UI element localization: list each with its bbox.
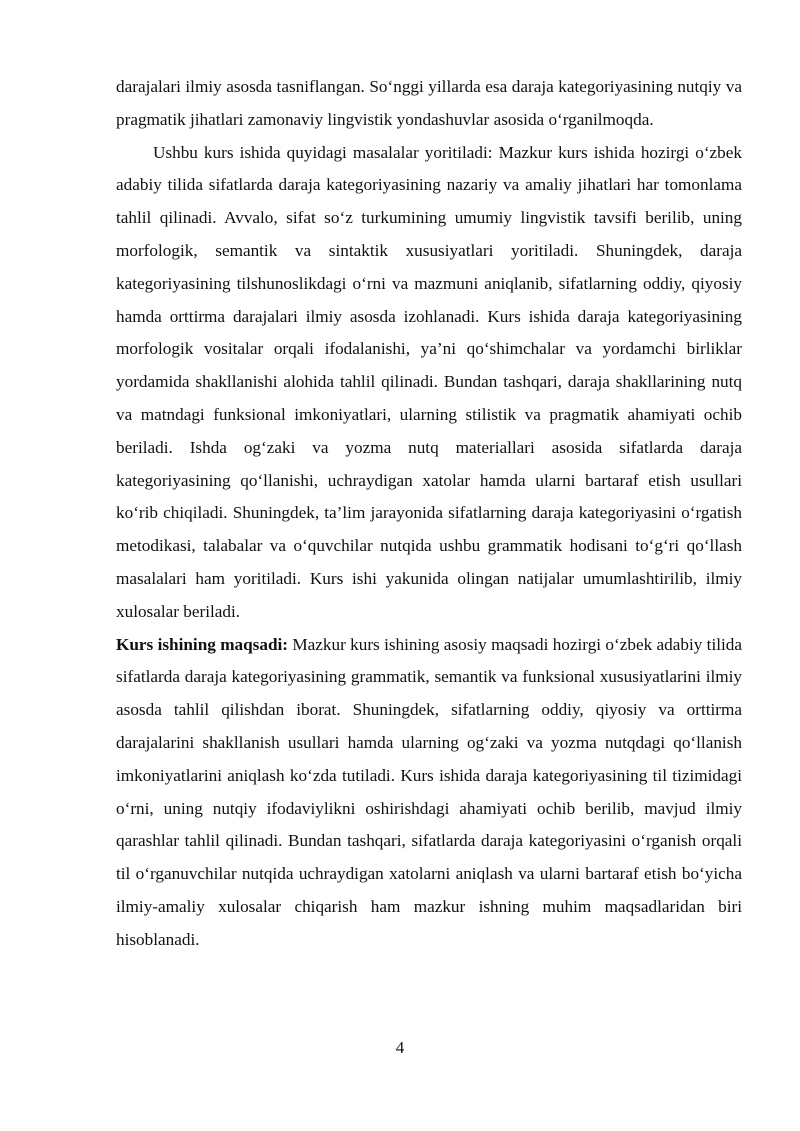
paragraph-course-goal: [116, 629, 742, 957]
paragraph-continuation: darajalari ilmiy asosda tasniflangan. So‘nggi yillarda esa daraja kategoriyasining nutqiy va pragmatik jihatlari zamonaviy lingvistik yondashuvlar asosida o‘rganilmoqda.: [116, 77, 742, 129]
paragraph-course-issues: Ushbu kurs ishida quyidagi masalalar yoritiladi: Mazkur kurs ishida hozirgi o‘zbek adabiy tilida sifatlarda daraja kategoriyasining nazariy va amaliy jihatlari har tomonlama tahlil qilinadi. Avvalo, sifat so‘z turkumining umumiy lingvistik tavsifi berilib, uning morfologik, semantik va sintaktik xususiyatlari yoritiladi. Shuningdek, daraja kategoriyasining tilshunoslikdagi o‘rni va mazmuni aniqlanib, sifatlarning oddiy, qiyosiy hamda orttirma darajalari ilmiy asosda izohlanadi. Kurs ishida daraja kategoriyasining morfologik vositalar orqali ifodalanishi, ya’ni qo‘shimchalar va yordamchi birliklar yordamida shakllanishi alohida tahlil qilinadi. Bundan tashqari, daraja shakllarining nutq va matndagi funksional imkoniyatlari, ularning stilistik va pragmatik ahamiyati ochib beriladi. Ishda og‘zaki va yozma nutq materiallari asosida sifatlarda daraja kategoriyasining qo‘llanishi, uchraydigan xatolar hamda ularni bartaraf etish usullari ko‘rib chiqiladi. Shuningdek, ta’lim jarayonida sifatlarning daraja kategoriyasini o‘rgatish metodikasi, talabalar va o‘quvchilar nutqida ushbu grammatik hodisani to‘g‘ri qo‘llash masalalari ham yoritiladi. Kurs ishi yakunida olingan natijalar umumlashtirilib, ilmiy xulosalar beriladi.: [116, 142, 742, 621]
goal-text: Mazkur kurs ishining asosiy maqsadi hozirgi o‘zbek adabiy tilida sifatlarda daraja kategoriyasining grammatik, semantik va funksional xususiyatlarini ilmiy asosda tahlil qilishdan iborat. Shuningdek, sifatlarning oddiy, qiyosiy va orttirma darajalarini shakllanish usullari hamda ularning og‘zaki va yozma nutqdagi qo‘llanish imkoniyatlarini aniqlash ko‘zda tutiladi. Kurs ishida daraja kategoriyasining til tizimidagi o‘rni, uning nutqiy ifodaviylikni oshirishdagi ahamiyati ochib berilib, mavjud ilmiy qarashlar tahlil qilinadi. Bundan tashqari, sifatlarda daraja kategoriyasini o‘rganish orqali til o‘rganuvchilar nutqida uchraydigan xatolarni aniqlash va ularni bartaraf etish bo‘yicha ilmiy-amaliy xulosalar chiqarish ham mazkur ishning muhim maqsadlaridan biri hisoblanadi.: [116, 634, 742, 949]
goal-heading: Kurs ishining maqsadi:: [116, 634, 289, 654]
body-text: [116, 71, 742, 957]
page-number: 4: [395, 1038, 405, 1057]
